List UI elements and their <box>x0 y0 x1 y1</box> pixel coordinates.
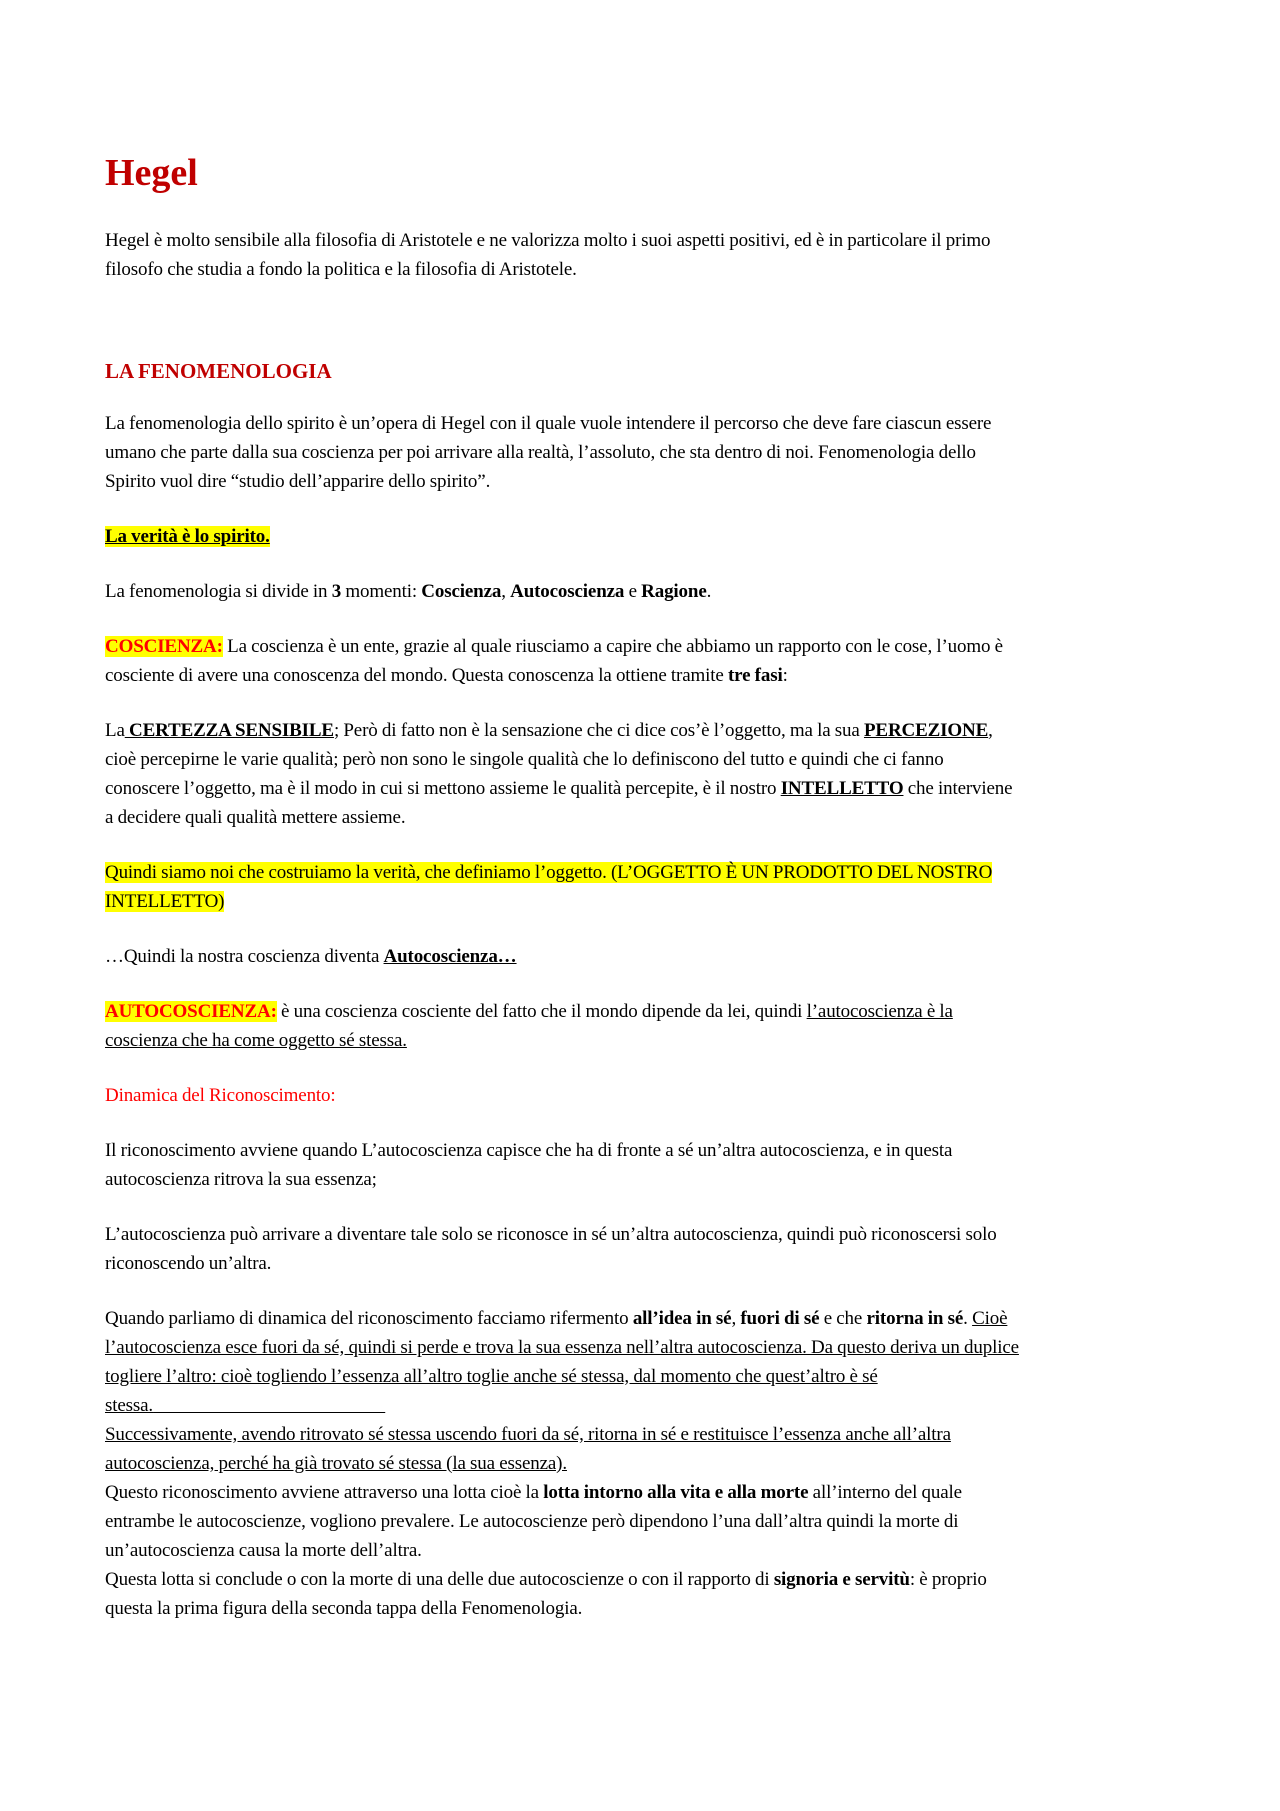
text-run: Il riconoscimento avviene quando L’autocoscienza capisce che ha di fronte a sé un’altra autocoscienza, e in questa autocoscienza ritrova la sua essenza; <box>105 1140 953 1190</box>
text-run: Quando parliamo di dinamica del riconoscimento facciamo rifermento <box>105 1308 633 1329</box>
la-verita-highlight <box>105 522 1020 551</box>
dinamica-heading <box>105 1081 1020 1110</box>
text-run: Cioè l’autocoscienza esce fuori da sé, quindi si perde e trova la sua essenza nell’altra autocoscienza. Da questo deriva un duplice togliere l’altro: cioè togliendo l’essenza all’altro toglie anche sé stessa, dal momento che quest’altro è sé stessa. <box>105 1308 1019 1416</box>
text-run: Questa lotta si conclude o con la morte di una delle due autocoscienze o con il rapporto di <box>105 1569 774 1590</box>
text-run: La <box>105 720 125 741</box>
riconoscimento-paragraph <box>105 1136 1020 1194</box>
text-run: Dinamica del Riconoscimento: <box>105 1085 336 1106</box>
fenomenologia-paragraph <box>105 409 1020 496</box>
text-run: : è proprio questa la prima figura della seconda tappa della Fenomenologia. <box>105 1569 987 1619</box>
heading-la-fenomenologia <box>105 358 1020 385</box>
text-run: …Quindi la nostra coscienza diventa <box>105 946 384 967</box>
text-run: ; Però di fatto non è la sensazione che ci dice cos’è l’oggetto, ma la sua <box>333 720 864 741</box>
tre-momenti-paragraph <box>105 577 1020 606</box>
text-run: all’interno del quale entrambe le autocoscienze, vogliono prevalere. Le autocoscienze però dipendono l’una dall’altra quindi la morte di un’autocoscienza causa la morte dell’altra. <box>105 1482 962 1561</box>
certezza-paragraph <box>105 716 1020 832</box>
lotta-paragraph <box>105 1304 1020 1623</box>
intro-paragraph <box>105 226 1020 284</box>
oggetto-highlight-paragraph <box>105 858 1020 916</box>
text-run: Coscienza <box>421 581 502 602</box>
text-run: PERCEZIONE <box>863 720 989 741</box>
text-run: tre fasi <box>727 665 783 686</box>
text-run: Successivamente, avendo ritrovato sé stessa uscendo fuori da sé, ritorna in sé e restituisce l’essenza anche all’altra autocoscienza, perché ha già trovato sé stessa (la sua essenza). <box>105 1424 951 1474</box>
text-run: . <box>963 1308 973 1329</box>
text-run: CERTEZZA SENSIBILE <box>124 720 334 741</box>
text-run: e <box>624 581 642 602</box>
document-content <box>105 150 1020 1623</box>
text-run: momenti: <box>341 581 422 602</box>
text-run: AUTOCOSCIENZA: <box>105 1001 277 1022</box>
coscienza-paragraph <box>105 632 1020 690</box>
text-run: La fenomenologia dello spirito è un’opera di Hegel con il quale vuole intendere il percorso che deve fare ciascun essere umano che parte dalla sua coscienza per poi arrivare alla realtà, l’assoluto, che sta dentro di noi. Fenomenologia dello Spirito vuol dire “studio dell’apparire dello spirito”. <box>105 413 992 492</box>
autocoscienza-paragraph <box>105 997 1020 1055</box>
text-run: Ragione <box>641 581 707 602</box>
text-run: ritorna in sé <box>866 1308 964 1329</box>
text-run: Questo riconoscimento avviene attraverso una lotta cioè la <box>105 1482 544 1503</box>
text-run: , <box>501 581 511 602</box>
autocoscienza-riconoscere-paragraph <box>105 1220 1020 1278</box>
text-run: l’autocoscienza è la coscienza che ha come oggetto sé stessa. <box>105 1001 953 1051</box>
text-run: : <box>782 665 788 686</box>
text-run <box>153 1395 385 1416</box>
text-run: signoria e servitù <box>773 1569 910 1590</box>
text-run: . <box>706 581 712 602</box>
text-run: all’idea in sé <box>632 1308 732 1329</box>
doc-title <box>105 150 1020 196</box>
text-run: , <box>731 1308 741 1329</box>
text-run: fuori di sé <box>740 1308 820 1329</box>
text-run: COSCIENZA: <box>105 636 223 657</box>
text-run: Autocoscienza <box>510 581 625 602</box>
text-run: Hegel <box>105 152 198 194</box>
text-run: La coscienza è un ente, grazie al quale riusciamo a capire che abbiamo un rapporto con le cose, l’uomo è cosciente di avere una conoscenza del mondo. Questa conoscenza la ottiene tramite <box>105 636 1003 686</box>
text-run: Quindi siamo noi che costruiamo la verità, che definiamo l’oggetto. (L’OGGETTO È UN PRODOTTO DEL NOSTRO INTELLETTO) <box>105 862 993 912</box>
text-run: L’autocoscienza può arrivare a diventare tale solo se riconosce in sé un’altra autocoscienza, quindi può riconoscersi solo riconoscendo un’altra. <box>105 1224 997 1274</box>
text-run: La fenomenologia si divide in <box>105 581 332 602</box>
text-run: Autocoscienza… <box>383 946 517 967</box>
autocoscienza-transition <box>105 942 1020 971</box>
text-run: e che <box>819 1308 867 1329</box>
text-run: che interviene a decidere quali qualità mettere assieme. <box>105 778 1013 828</box>
text-run: LA FENOMENOLOGIA <box>105 359 332 383</box>
text-run: Hegel è molto sensibile alla filosofia di Aristotele e ne valorizza molto i suoi aspetti positivi, ed è in particolare il primo filosofo che studia a fondo la politica e la filosofia di Aristotele. <box>105 230 991 280</box>
text-run: La verità è lo spirito. <box>105 526 270 547</box>
text-run: , cioè percepirne le varie qualità; però non sono le singole qualità che lo definiscono del tutto e quindi che ci fanno conoscere l’oggetto, ma è il modo in cui si mettono assieme le qualità percepite, è il nostro <box>105 720 993 799</box>
text-run: INTELLETTO <box>780 778 904 799</box>
text-run: lotta intorno alla vita e alla morte <box>543 1482 809 1503</box>
text-run: è una coscienza cosciente del fatto che il mondo dipende da lei, quindi <box>276 1001 807 1022</box>
text-run: 3 <box>331 581 342 602</box>
